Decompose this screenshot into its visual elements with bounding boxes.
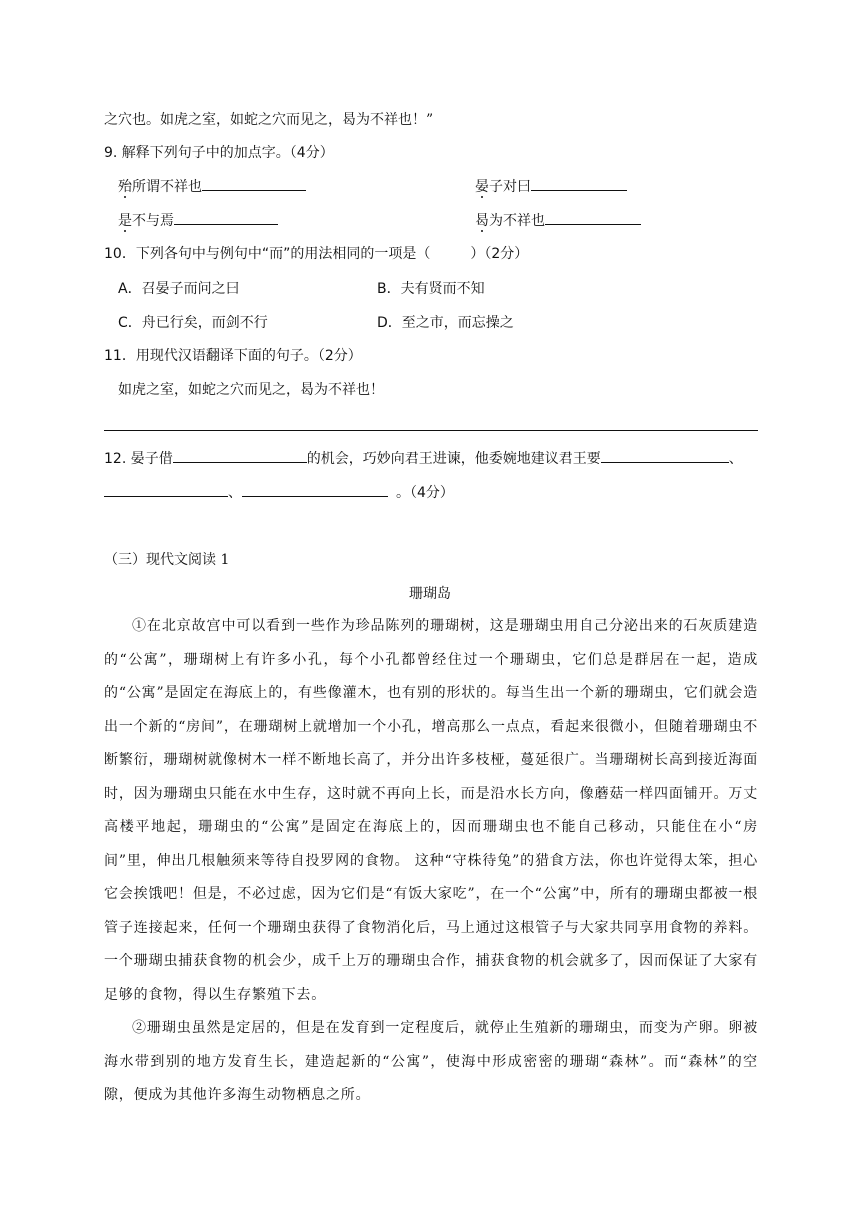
q12-text: 、	[228, 485, 242, 501]
passage-body	[104, 610, 758, 1113]
section-heading: （三）现代文阅读 1	[104, 552, 230, 568]
q9-item-4	[475, 210, 641, 231]
q9-item-text: 子对曰	[489, 179, 531, 195]
answer-blank[interactable]	[545, 210, 641, 225]
q10-option-a[interactable]: A．召晏子而问之曰	[118, 281, 240, 297]
q10-option-b[interactable]: B．夫有贤而不知	[377, 281, 485, 297]
q9-item-text: 不与焉	[132, 213, 174, 229]
answer-blank[interactable]	[174, 210, 278, 225]
q10-prompt	[104, 244, 528, 264]
dotted-char: 殆	[118, 179, 132, 195]
q9-item-1	[118, 176, 306, 197]
q10-option-d[interactable]: D．至之市，而忘操之	[377, 315, 514, 331]
answer-blank[interactable]	[601, 448, 729, 463]
q9-prompt: 9. 解释下列句子中的加点字。（4分）	[104, 145, 334, 161]
answer-blank[interactable]	[242, 482, 388, 497]
answer-blank[interactable]	[104, 482, 228, 497]
q10-prompt-score: ）（2分）	[470, 246, 529, 262]
q12-text: 的机会，巧妙向君王进谏，他委婉地建议君王要	[306, 451, 601, 467]
q9-item-text: 所谓不祥也	[132, 179, 202, 195]
dotted-char: 是	[118, 213, 132, 229]
answer-line[interactable]	[104, 430, 758, 431]
q12-text: 。（4分）	[396, 485, 454, 501]
q11-sentence: 如虎之室，如蛇之穴而见之，曷为不祥也！	[118, 382, 384, 398]
q12-line-2	[104, 482, 454, 503]
q12-text: 12. 晏子借	[104, 451, 173, 467]
answer-blank[interactable]	[173, 448, 307, 463]
passage-title: 珊瑚岛	[409, 586, 451, 602]
q9-item-2	[475, 176, 627, 197]
answer-blank[interactable]	[531, 176, 627, 191]
previous-passage-tail: 之穴也。如虎之室，如蛇之穴而见之，曷为不祥也！”	[104, 112, 434, 128]
q11-prompt: 11．用现代汉语翻译下面的句子。（2分）	[104, 348, 362, 364]
q12-line-1	[104, 448, 743, 469]
q9-item-text: 为不祥也	[489, 213, 545, 229]
passage-paragraph-1: ①在北京故宫中可以看到一些作为珍品陈列的珊瑚树，这是珊瑚虫用自己分泌出来的石灰质建造的“公寓”，珊瑚树上有许多小孔，每个小孔都曾经住过一个珊瑚虫，它们总是群居在一起，造成的“公寓”是固定在海底上的，有些像灌木，也有别的形状的。每当生出一个新的珊瑚虫，它们就会造出一个新的“房间”，在珊瑚树上就增加一个小孔，增高那么一点点，看起来很微小，但随着珊瑚虫不断繁衍，珊瑚树就像树木一样不断地长高了，并分出许多枝桠，蔓延很广。当珊瑚树长高到接近海面时，因为珊瑚虫只能在水中生存，这时就不再向上长，而是沿水长方向，像蘑菇一样四面铺开。万丈高楼平地起，珊瑚虫的“公寓”是固定在海底上的，因而珊瑚虫也不能自己移动，只能住在小“房间”里，伸出几根触须来等待自投罗网的食物。 这种“守株待兔”的猎食方法，你也许觉得太笨，担心它会挨饿吧！但是，不必过虑，因为它们是“有饭大家吃”，在一个“公寓”中，所有的珊瑚虫都被一根管子连接起来，任何一个珊瑚虫获得了食物消化后，马上通过这根管子与大家共同享用食物的养料。一个珊瑚虫捕获食物的机会少，成千上万的珊瑚虫合作，捕获食物的机会就多了，因而保证了大家有足够的食物，得以生存繁殖下去。	[104, 618, 758, 1003]
dotted-char: 晏	[475, 179, 489, 195]
q10-option-c[interactable]: C．舟已行矣，而剑不行	[118, 315, 268, 331]
q10-prompt-text: 10．下列各句中与例句中“而”的用法相同的一项是（	[104, 246, 431, 262]
answer-blank[interactable]	[202, 176, 306, 191]
dotted-char: 曷	[475, 213, 489, 229]
passage-paragraph-2: ②珊瑚虫虽然是定居的，但是在发育到一定程度后，就停止生殖新的珊瑚虫，而变为产卵。卵被海水带到别的地方发育生长，建造起新的“公寓”，使海中形成密密的珊瑚“森林”。而“森林”的空隙，便成为其他许多海生动物栖息之所。	[104, 1020, 758, 1103]
q12-text: 、	[728, 451, 743, 467]
q9-item-3	[118, 210, 278, 231]
